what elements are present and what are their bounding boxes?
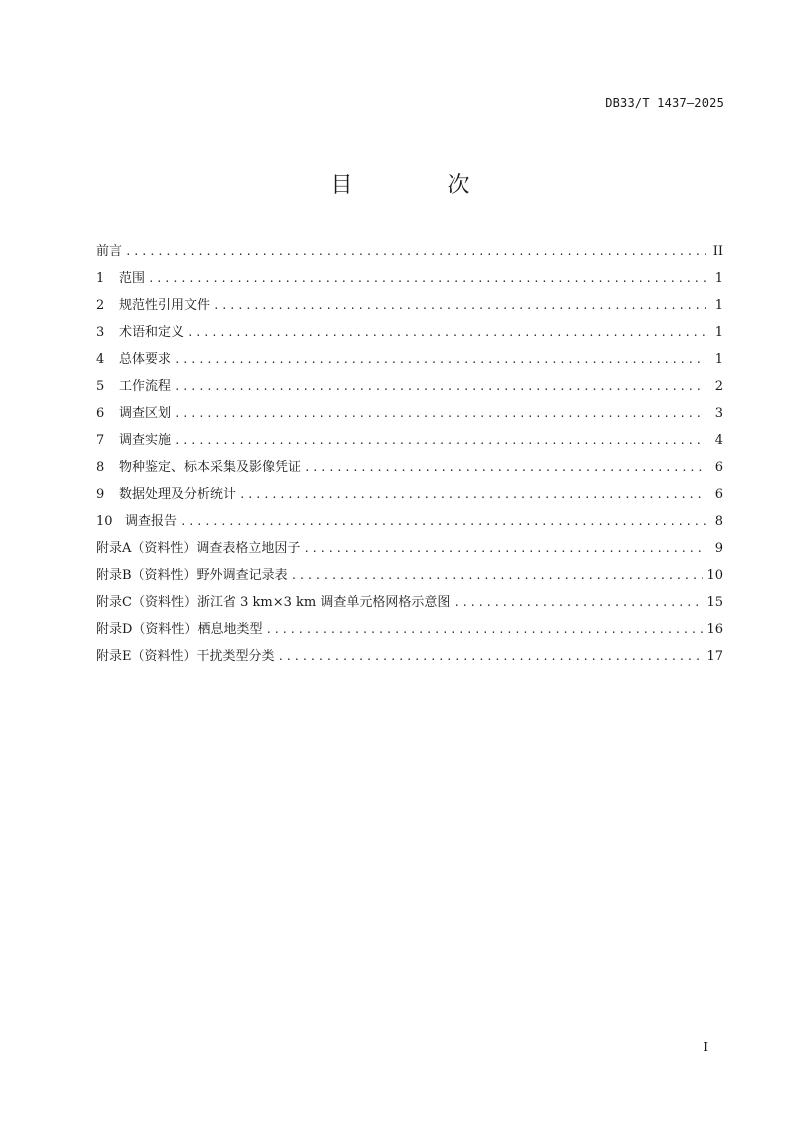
toc-entry-page: 8 bbox=[714, 514, 723, 529]
toc-entry-survey-implementation[interactable] bbox=[96, 429, 723, 456]
toc-entry-survey-zoning[interactable] bbox=[96, 402, 723, 429]
toc-entry-number: 3 bbox=[96, 325, 105, 340]
toc-entry-annex-b[interactable] bbox=[96, 564, 723, 591]
toc-entry-scope[interactable] bbox=[96, 267, 723, 294]
toc-entry-number: 4 bbox=[96, 352, 105, 367]
toc-annex-prefix: 附录B（资料性） bbox=[96, 568, 197, 583]
toc-entry-page: 6 bbox=[714, 487, 723, 502]
toc-entry-number: 10 bbox=[96, 514, 113, 529]
toc-entry-text: 总体要求 bbox=[119, 352, 172, 367]
toc-entry-foreword[interactable] bbox=[96, 240, 723, 267]
toc-entry-text: 栖息地类型 bbox=[197, 622, 263, 637]
toc-leader-dots bbox=[303, 542, 706, 555]
toc-entry-text: 野外调查记录表 bbox=[196, 568, 288, 583]
toc-leader-dots bbox=[213, 299, 706, 312]
toc-entry-annex-c[interactable] bbox=[96, 591, 723, 618]
toc-leader-dots bbox=[174, 380, 706, 393]
toc-entry-page: 1 bbox=[714, 298, 723, 313]
toc-entry-text: 术语和定义 bbox=[119, 325, 185, 340]
toc-entry-text: 数据处理及分析统计 bbox=[119, 487, 237, 502]
toc-entry-annex-a[interactable] bbox=[96, 537, 723, 564]
toc-entry-number: 2 bbox=[96, 298, 105, 313]
toc-entry-normative-references[interactable] bbox=[96, 294, 723, 321]
toc-annex-prefix: 附录D（资料性） bbox=[96, 622, 198, 637]
toc-annex-prefix: 附录C（资料性） bbox=[96, 595, 197, 610]
toc-entry-page: 9 bbox=[714, 541, 723, 556]
toc-leader-dots bbox=[265, 623, 703, 636]
toc-entry-text: 干扰类型分类 bbox=[196, 649, 275, 664]
toc-annex-prefix: 附录E（资料性） bbox=[96, 649, 197, 664]
toc-entry-page: 15 bbox=[706, 595, 723, 610]
toc-entry-number: 1 bbox=[96, 271, 105, 286]
toc-entry-general-requirements[interactable] bbox=[96, 348, 723, 375]
toc-leader-dots bbox=[174, 407, 706, 420]
toc-entry-page: 4 bbox=[714, 433, 723, 448]
toc-entry-text: 调查区划 bbox=[119, 406, 172, 421]
toc-leader-dots bbox=[291, 569, 704, 582]
toc-entry-data-processing[interactable] bbox=[96, 483, 723, 510]
toc-entry-page: 3 bbox=[714, 406, 723, 421]
toc-entry-number: 6 bbox=[96, 406, 105, 421]
toc-entry-text: 规范性引用文件 bbox=[119, 298, 211, 313]
toc-entry-species-identification[interactable] bbox=[96, 456, 723, 483]
toc-entry-text: 浙江省 3 km×3 km 调查单元格网格示意图 bbox=[196, 595, 451, 610]
toc-leader-dots bbox=[278, 650, 704, 663]
toc-entry-annex-d[interactable] bbox=[96, 618, 723, 645]
toc-entry-page: 6 bbox=[714, 460, 723, 475]
toc-entry-terms-definitions[interactable] bbox=[96, 321, 723, 348]
toc-entry-number: 9 bbox=[96, 487, 105, 502]
toc-leader-dots bbox=[304, 461, 706, 474]
toc-entry-survey-report[interactable] bbox=[96, 510, 723, 537]
toc-leader-dots bbox=[174, 353, 706, 366]
toc-entry-text: 调查报告 bbox=[125, 514, 178, 529]
toc-leader-dots bbox=[453, 596, 703, 609]
toc-entry-page: 17 bbox=[706, 649, 723, 664]
toc-entry-number: 7 bbox=[96, 433, 105, 448]
toc-leader-dots bbox=[180, 515, 706, 528]
toc-entry-workflow[interactable] bbox=[96, 375, 723, 402]
page-number: I bbox=[703, 1040, 708, 1054]
toc-entry-text: 调查实施 bbox=[119, 433, 172, 448]
toc-entry-page: 16 bbox=[706, 622, 723, 637]
table-of-contents bbox=[96, 240, 723, 672]
toc-entry-page: 2 bbox=[714, 379, 723, 394]
toc-entry-page: 1 bbox=[714, 352, 723, 367]
toc-leader-dots bbox=[239, 488, 706, 501]
toc-entry-page: 1 bbox=[714, 325, 723, 340]
toc-leader-dots bbox=[125, 245, 706, 258]
toc-annex-prefix: 附录A（资料性） bbox=[96, 541, 197, 556]
toc-entry-page: 1 bbox=[714, 271, 723, 286]
toc-title: 目 次 bbox=[330, 173, 514, 198]
toc-leader-dots bbox=[148, 272, 706, 285]
toc-entry-page: II bbox=[712, 244, 723, 259]
toc-entry-text: 范围 bbox=[119, 271, 146, 286]
toc-entry-text: 工作流程 bbox=[119, 379, 172, 394]
toc-entry-text: 前言 bbox=[96, 244, 123, 259]
toc-entry-text: 物种鉴定、标本采集及影像凭证 bbox=[119, 460, 302, 475]
toc-entry-number: 5 bbox=[96, 379, 105, 394]
toc-entry-page: 10 bbox=[706, 568, 723, 583]
toc-entry-annex-e[interactable] bbox=[96, 645, 723, 672]
toc-leader-dots bbox=[187, 326, 706, 339]
toc-leader-dots bbox=[174, 434, 706, 447]
toc-entry-text: 调查表格立地因子 bbox=[196, 541, 301, 556]
document-code: DB33/T 1437—2025 bbox=[605, 96, 724, 110]
toc-entry-number: 8 bbox=[96, 460, 105, 475]
